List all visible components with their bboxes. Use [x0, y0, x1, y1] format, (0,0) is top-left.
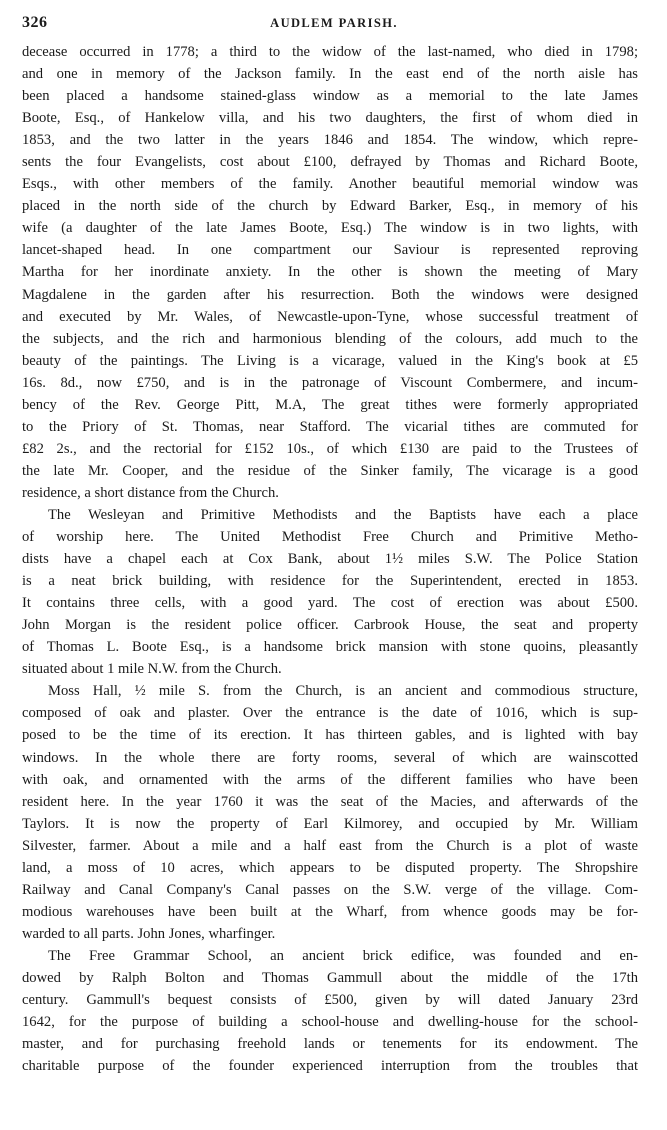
body-text: [22, 41, 638, 1077]
text-line: with oak, and ornamented with the arms of the different families who have been: [22, 771, 638, 788]
text-line: dists have a chapel each at Cox Bank, about 1½ miles S.W. The Police Station: [22, 551, 638, 568]
text-line: lancet-shaped head. In one compartment our Saviour is represented reproving: [22, 242, 638, 259]
text-line: residence, a short distance from the Church.: [22, 484, 279, 501]
text-line: windows. In the whole there are forty rooms, several of which are wainscotted: [22, 749, 638, 766]
text-line: of Thomas L. Boote Esq., is a handsome brick mansion with stone quoins, pleasantly: [22, 639, 638, 656]
text-line: John Morgan is the resident police officer. Carbrook House, the seat and property: [22, 617, 638, 634]
text-line: £82 2s., and the rectorial for £152 10s., of which £130 are paid to the Trustees of: [22, 440, 638, 457]
running-head: AUDLEM PARISH.: [270, 16, 398, 30]
text-line: bency of the Rev. George Pitt, M.A, The great tithes were formerly appropriated: [22, 396, 638, 413]
text-line: is a neat brick building, with residence for the Superintendent, erected in 1853.: [22, 573, 638, 590]
text-line: beauty of the paintings. The Living is a vicarage, valued in the King's book at £5: [22, 352, 638, 369]
text-line: Boote, Esq., of Hankelow villa, and his two daughters, the first of whom died in: [22, 110, 638, 127]
text-line: century. Gammull's bequest consists of £500, given by will dated January 23rd: [22, 992, 638, 1009]
text-line: Moss Hall, ½ mile S. from the Church, is an ancient and commodious structure,: [48, 683, 638, 700]
text-line: Taylors. It is now the property of Earl Kilmorey, and occupied by Mr. William: [22, 815, 638, 832]
text-line: 1642, for the purpose of building a school-house and dwelling-house for the school-: [22, 1014, 638, 1031]
text-line: It contains three cells, with a good yard. The cost of erection was about £500.: [22, 595, 638, 612]
page-header: [22, 14, 646, 38]
text-line: 16s. 8d., now £750, and is in the patronage of Viscount Combermere, and incum-: [22, 374, 638, 391]
text-line: Magdalene in the garden after his resurrection. Both the windows were designed: [22, 286, 638, 303]
text-line: Esqs., with other members of the family. Another beautiful memorial window was: [22, 176, 638, 193]
text-line: The Wesleyan and Primitive Methodists and the Baptists have each a place: [48, 506, 638, 523]
text-line: charitable purpose of the founder experienced interruption from the troubles that: [22, 1058, 638, 1075]
text-line: warded to all parts. John Jones, wharfinger.: [22, 925, 276, 942]
text-line: land, a moss of 10 acres, which appears to be disputed property. The Shropshire: [22, 859, 638, 876]
text-line: of worship here. The United Methodist Free Church and Primitive Metho-: [22, 529, 638, 546]
text-line: Railway and Canal Company's Canal passes on the S.W. verge of the village. Com-: [22, 881, 638, 898]
text-line: dowed by Ralph Bolton and Thomas Gammull about the middle of the 17th: [22, 969, 638, 986]
text-line: the late Mr. Cooper, and the residue of the Sinker family, The vicarage is a good: [22, 462, 638, 479]
text-line: Martha for her inordinate anxiety. In the other is shown the meeting of Mary: [22, 264, 638, 281]
text-line: situated about 1 mile N.W. from the Church.: [22, 661, 282, 678]
text-line: the subjects, and the rich and harmonious blending of the colours, add much to the: [22, 330, 638, 347]
text-line: decease occurred in 1778; a third to the widow of the last-named, who died in 1798;: [22, 44, 638, 60]
page-number: 326: [22, 14, 48, 31]
text-line: wife (a daughter of the late James Boote, Esq.) The window is in two lights, with: [22, 220, 638, 237]
text-line: Silvester, farmer. About a mile and a half east from the Church is a plot of waste: [22, 837, 638, 854]
text-line: master, and for purchasing freehold lands or tenements for its endowment. The: [22, 1036, 638, 1053]
text-line: been placed a handsome stained-glass window as a memorial to the late James: [22, 88, 638, 105]
text-line: posed to be the time of its erection. It has thirteen gables, and is lighted with bay: [22, 727, 638, 744]
text-line: and executed by Mr. Wales, of Newcastle-upon-Tyne, whose successful treatment of: [22, 308, 638, 325]
text-line: The Free Grammar School, an ancient brick edifice, was founded and en-: [48, 947, 638, 964]
text-line: 1853, and the two latter in the years 1846 and 1854. The window, which repre-: [22, 132, 638, 149]
text-line: sents the four Evangelists, cost about £100, defrayed by Thomas and Richard Boote,: [22, 154, 638, 171]
text-line: placed in the north side of the church by Edward Barker, Esq., in memory of his: [22, 198, 638, 215]
text-line: modious warehouses have been built at the Wharf, from whence goods may be for-: [22, 903, 638, 920]
text-line: and one in memory of the Jackson family. In the east end of the north aisle has: [22, 66, 638, 83]
text-line: composed of oak and plaster. Over the entrance is the date of 1016, which is sup-: [22, 705, 638, 722]
text-line: resident here. In the year 1760 it was the seat of the Macies, and afterwards of the: [22, 793, 638, 810]
text-line: to the Priory of St. Thomas, near Stafford. The vicarial tithes are commuted for: [22, 418, 638, 435]
